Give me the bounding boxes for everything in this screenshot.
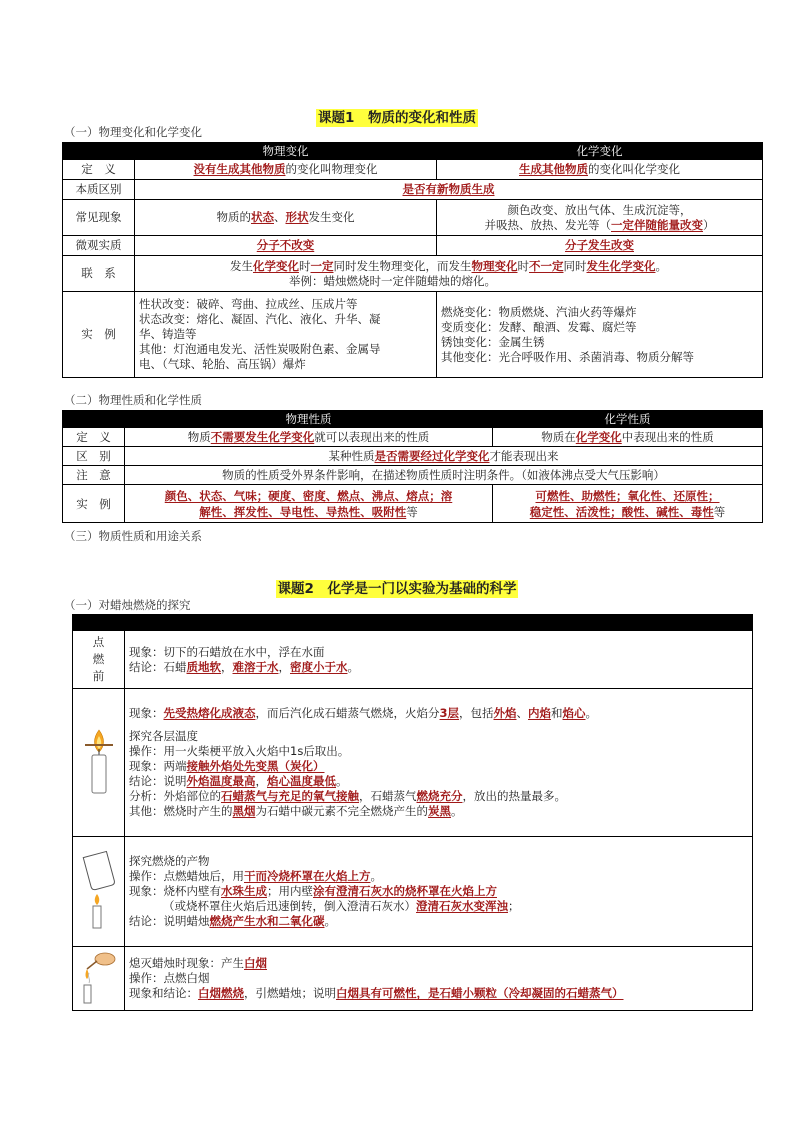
essence-cell: 是否有新物质生成 — [135, 180, 763, 200]
beaker-over-candle-icon — [79, 850, 119, 930]
row-label: 定 义 — [63, 428, 125, 447]
flame-content: 现象：先受热熔化成液态，而后汽化成石蜡蒸气燃烧，火焰分3层，包括外焰、内焰和焰心。 探究各层温度 操作：用一火柴梗平放入火焰中1s后取出。 现象：两端接触外焰处先变黑（炭化） 结论：说明外焰温度最高，焰心温度最低。 分析：外焰部位的石蜡蒸气与充足的氧气接触，石蜡蒸气燃烧充分，放出的热量最多。 其他：燃烧时产生的黑烟为石蜡中碳元素不完全燃烧产生的炭黑。 — [125, 689, 753, 837]
products-content: 探究燃烧的产物 操作：点燃蜡烛后，用干而冷烧杯罩在火焰上方。 现象：烧杯内壁有水珠生成；用内壁涂有澄清石灰水的烧杯罩在火焰上方 （或烧杯罩住火焰后迅速倒转，倒入澄清石灰水）澄清石灰水变浑浊； 结论：说明蜡烛燃烧产生水和二氧化碳。 — [125, 837, 753, 947]
header-empty — [63, 143, 135, 160]
ex-chemical: 燃烧变化：物质燃烧、汽油火药等爆炸 变质变化：发酵、酿酒、发霉、腐烂等 锈蚀变化：金属生锈 其他变化：光合呼吸作用、杀菌消毒、物质分解等 — [437, 292, 763, 378]
micro-physical: 分子不改变 — [135, 236, 437, 256]
candle-table — [72, 614, 753, 1011]
table-row-note — [63, 466, 763, 485]
row-label: 定 义 — [63, 160, 135, 180]
property-table — [62, 410, 763, 523]
lesson2-title: 课题2 化学是一门以实验为基础的科学 — [277, 581, 517, 597]
def-physical-property: 物质不需要发生化学变化就可以表现出来的性质 — [125, 428, 493, 447]
def-physical: 没有生成其他物质的变化叫物理变化 — [135, 160, 437, 180]
ex-physical-property: 颜色、状态、气味；硬度、密度、燃点、沸点、熔点；溶 解性、挥发性、导电性、导热性、吸附性等 — [125, 485, 493, 523]
lighting-smoke-icon — [73, 947, 125, 1011]
section-properties: （二）物理性质和化学性质 — [64, 393, 202, 407]
header-empty — [125, 615, 753, 631]
row-label: 注 意 — [63, 466, 125, 485]
phen-physical: 物质的状态、形状发生变化 — [135, 200, 437, 236]
table-row-difference — [63, 447, 763, 466]
table-row-micro — [63, 236, 763, 256]
def-chemical: 生成其他物质的变化叫化学变化 — [437, 160, 763, 180]
note-cell: 物质的性质受外界条件影响，在描述物质性质时注明条件。（如液体沸点受大气压影响） — [125, 466, 763, 485]
ex-chemical-property: 可燃性、助燃性；氧化性、还原性； 稳定性、活泼性；酸性、碱性、毒性等 — [493, 485, 763, 523]
phen-chemical: 颜色改变、放出气体、生成沉淀等， 并吸热、放热、发光等（一定伴随能量改变） — [437, 200, 763, 236]
table-row-phenomena — [63, 200, 763, 236]
lighting-smoke-icon — [79, 949, 119, 1005]
difference-cell: 某种性质是否需要经过化学变化才能表现出来 — [125, 447, 763, 466]
section-candle-burning: （一）对蜡烛燃烧的探究 — [64, 598, 191, 612]
table-row-flame — [73, 689, 753, 837]
table-row-white-smoke — [73, 947, 753, 1011]
ex-physical: 性状改变：破碎、弯曲、拉成丝、压成片等 状态改变：熔化、凝固、汽化、液化、升华、凝 华、铸造等 其他：灯泡通电发光、活性炭吸附色素、金属导 电、（气球、轮胎、高压锅）爆炸 — [135, 292, 437, 378]
table-row-essence — [63, 180, 763, 200]
table-row-examples — [63, 292, 763, 378]
header-chemical-change: 化学变化 — [437, 143, 763, 160]
candle-flame-icon — [79, 726, 119, 796]
row-label: 实 例 — [63, 292, 135, 378]
header-empty — [73, 615, 125, 631]
link-cell: 发生化学变化时一定同时发生物理变化，而发生物理变化时不一定同时发生化学变化。 举例：蜡烛燃烧时一定伴随蜡烛的熔化。 — [135, 256, 763, 292]
section-physical-chemical-change: （一）物理变化和化学变化 — [64, 125, 202, 139]
row-label: 微观实质 — [63, 236, 135, 256]
row-label: 常见现象 — [63, 200, 135, 236]
before-lighting-label: 点燃前 — [73, 631, 125, 689]
table-row-examples — [63, 485, 763, 523]
micro-chemical: 分子发生改变 — [437, 236, 763, 256]
table-header-row — [63, 143, 763, 160]
header-empty — [63, 411, 125, 428]
table-header-row — [73, 615, 753, 631]
header-chemical-property: 化学性质 — [493, 411, 763, 428]
def-chemical-property: 物质在化学变化中表现出来的性质 — [493, 428, 763, 447]
row-label: 联 系 — [63, 256, 135, 292]
section-property-use: （三）物质性质和用途关系 — [64, 529, 202, 543]
change-table — [62, 142, 763, 378]
before-lighting-content: 现象：切下的石蜡放在水中，浮在水面 结论：石蜡质地软，难溶于水，密度小于水。 — [125, 631, 753, 689]
table-row-definition — [63, 428, 763, 447]
header-physical-property: 物理性质 — [125, 411, 493, 428]
row-label: 区 别 — [63, 447, 125, 466]
white-smoke-content: 熄灭蜡烛时现象：产生白烟 操作：点燃白烟 现象和结论：白烟燃烧，引燃蜡烛；说明白烟具有可燃性，是石蜡小颗粒（冷却凝固的石蜡蒸气） — [125, 947, 753, 1011]
row-label: 本质区别 — [63, 180, 135, 200]
header-physical-change: 物理变化 — [135, 143, 437, 160]
table-row-products — [73, 837, 753, 947]
table-header-row — [63, 411, 763, 428]
table-row-link — [63, 256, 763, 292]
row-label: 实 例 — [63, 485, 125, 523]
beaker-over-candle-icon — [73, 837, 125, 947]
table-row-before-lighting — [73, 631, 753, 689]
table-row-definition — [63, 160, 763, 180]
lesson1-title: 课题1 物质的变化和性质 — [318, 110, 476, 126]
candle-flame-icon — [73, 689, 125, 837]
